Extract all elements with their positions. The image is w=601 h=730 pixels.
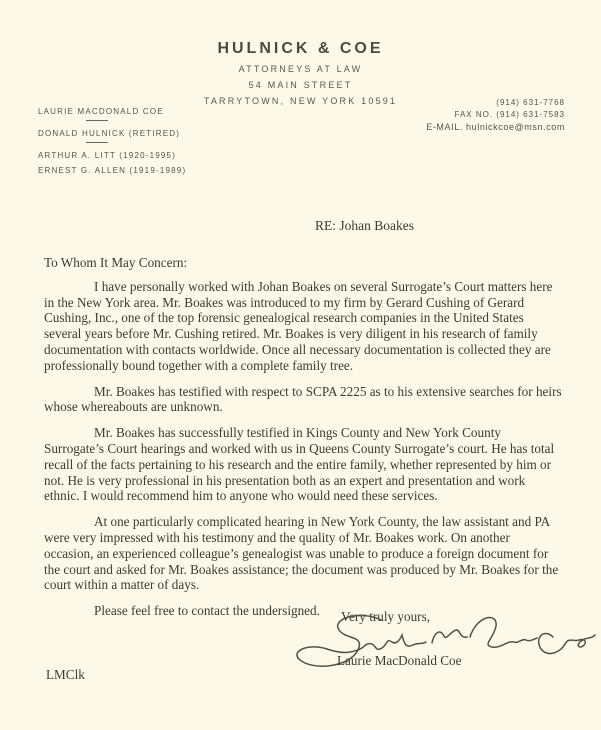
letter-body	[44, 255, 562, 629]
body-paragraph: Mr. Boakes has successfully testified in Kings County and New York County Surrogate’s Court hearings and worked with us in Queens County Surrogate’s court. He has total recall of the facts pertaining to his research and the entire family, whether represented by him or not. He is very professional in his presentation both as an expert and presentation and work ethnic. I would recommend him to anyone who would need these services.	[44, 425, 555, 504]
body-paragraph: I have personally worked with Johan Boakes on several Surrogate’s Court matters here in the New York area. Mr. Boakes was introduced to my firm by Gerard Cushing of Gerard Cushing, Inc., one of the top forensic genealogical research companies in the United States several years before Mr. Cushing retired. Mr. Boakes is very diligent in his research of family documentation with contacts worldwide. Once all necessary documentation is collected they are professionally bound together with a complete family tree.	[44, 278, 553, 373]
contact-block	[426, 97, 565, 133]
attorney-list	[38, 107, 186, 179]
attorney-name: ERNEST G. ALLEN (1919-1989)	[38, 166, 187, 175]
typed-signature-name: Laurie MacDonald Coe	[337, 653, 462, 668]
re-line: RE: Johan Boakes	[315, 218, 414, 233]
firm-name: HULNICK & COE	[217, 40, 384, 57]
letterhead-city-line: TARRYTOWN, NEW YORK 10591	[203, 96, 398, 106]
fax-number: FAX NO. (914) 631-7583	[454, 110, 565, 119]
letterhead-street: 54 MAIN STREET	[248, 80, 353, 90]
email-address: E-MAIL. hulnickcoe@msn.com	[426, 122, 565, 132]
body-paragraph: Mr. Boakes has testified with respect to SCPA 2225 as to his extensive searches for heirs whose whereabouts are unknown.	[44, 383, 562, 415]
closing-phrase: Very truly yours,	[341, 609, 431, 624]
salutation: To Whom It May Concern:	[44, 255, 188, 270]
letterhead-tagline: ATTORNEYS AT LAW	[238, 64, 363, 74]
attorney-name: LAURIE MACDONALD COE	[38, 107, 164, 116]
body-paragraph: At one particularly complicated hearing in New York County, the law assistant and PA were very impressed with his testimony and the quality of Mr. Boakes work. On another occasion, an experienced colleague’s genealogist was unable to produce a foreign document for the court and asked for Mr. Boakes assistance; the document was produced by Mr. Boakes for the court within a matter of days.	[44, 514, 559, 593]
phone-number: (914) 631-7768	[496, 98, 565, 107]
attorney-name-rule	[86, 142, 108, 143]
reference-initials: LMClk	[46, 667, 85, 682]
attorney-name-rule	[86, 120, 108, 121]
body-paragraph: Please feel free to contact the undersigned.	[94, 603, 320, 619]
attorney-name: DONALD HULNICK (RETIRED)	[38, 129, 181, 138]
attorney-name: ARTHUR A. LITT (1920-1995)	[38, 151, 177, 160]
